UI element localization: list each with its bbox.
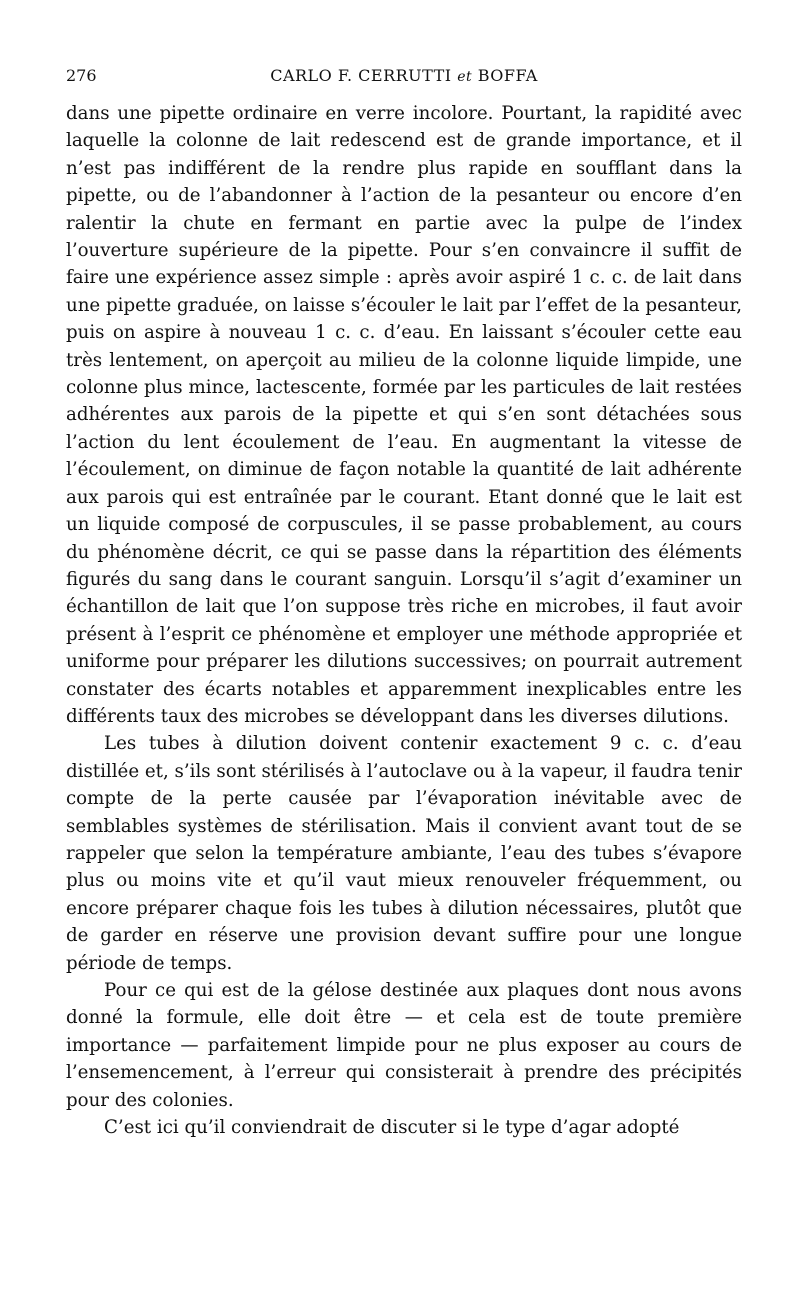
running-head bbox=[66, 62, 742, 92]
running-title-coauthor: BOFFA bbox=[477, 66, 538, 85]
book-page bbox=[66, 62, 742, 1141]
paragraph-4: C’est ici qu’il conviendrait de discuter si le type d’agar adopté bbox=[104, 1117, 680, 1139]
page-number: 276 bbox=[66, 66, 97, 85]
running-title-conjunction: et bbox=[457, 69, 473, 85]
running-title bbox=[66, 66, 742, 85]
body-text bbox=[66, 100, 742, 1141]
running-title-authors: CARLO F. CERRUTTI bbox=[270, 66, 452, 85]
paragraph-2: Les tubes à dilution doivent contenir exactement 9 c. c. d’eau distillée et, s’ils sont stérilisés à l’autoclave ou à la vapeur, il faudra tenir compte de la perte causée par l’évaporation inévitable avec de semblables systèmes de stérilisation. Mais il convient avant tout de se rappeler que selon la température ambiante, l’eau des tubes s’évapore plus ou moins vite et qu’il vaut mieux renouveler fréquemment, ou encore préparer chaque fois les tubes à dilution nécessaires, plutôt que de garder en réserve une provision devant suffire pour une longue période de temps. bbox=[66, 733, 742, 974]
paragraph-3: Pour ce qui est de la gélose destinée aux plaques dont nous avons donné la formule, elle doit être — et cela est de toute première importance — parfaitement limpide pour ne plus exposer au cours de l’ensemencement, à l’erreur qui consisterait à prendre des précipités pour des colonies. bbox=[66, 980, 742, 1111]
paragraph-1: dans une pipette ordinaire en verre incolore. Pourtant, la rapidité avec laquelle la colonne de lait redescend est de grande importance, et il n’est pas indifférent de la rendre plus rapide en soufflant dans la pipette, ou de l’abandonner à l’action de la pesanteur ou encore d’en ralentir la chute en fermant en partie avec la pulpe de l’index l’ouverture supérieure de la pipette. Pour s’en convaincre il suffit de faire une expérience assez simple : après avoir aspiré 1 c. c. de lait dans une pipette graduée, on laisse s’écouler le lait par l’effet de la pesanteur, puis on aspire à nouveau 1 c. c. d’eau. En laissant s’écouler cette eau très lentement, on aperçoit au milieu de la colonne liquide limpide, une colonne plus mince, lactescente, formée par les particules de lait restées adhérentes aux parois de la pipette et qui s’en sont détachées sous l’action du lent écoulement de l’eau. En augmentant la vitesse de l’écoulement, on diminue de façon notable la quantité de lait adhérente aux parois qui est entraînée par le courant. Etant donné que le lait est un liquide composé de corpuscules, il se passe probablement, au cours du phénomène décrit, ce qui se passe dans la répartition des éléments figurés du sang dans le courant sanguin. Lorsqu’il s’agit d’examiner un échantillon de lait que l’on suppose très riche en microbes, il faut avoir présent à l’esprit ce phénomène et employer une méthode appropriée et uniforme pour préparer les dilutions successives; on pourrait autrement constater des écarts notables et apparemment inexplicables entre les différents taux des microbes se développant dans les diverses dilutions. bbox=[66, 103, 742, 727]
